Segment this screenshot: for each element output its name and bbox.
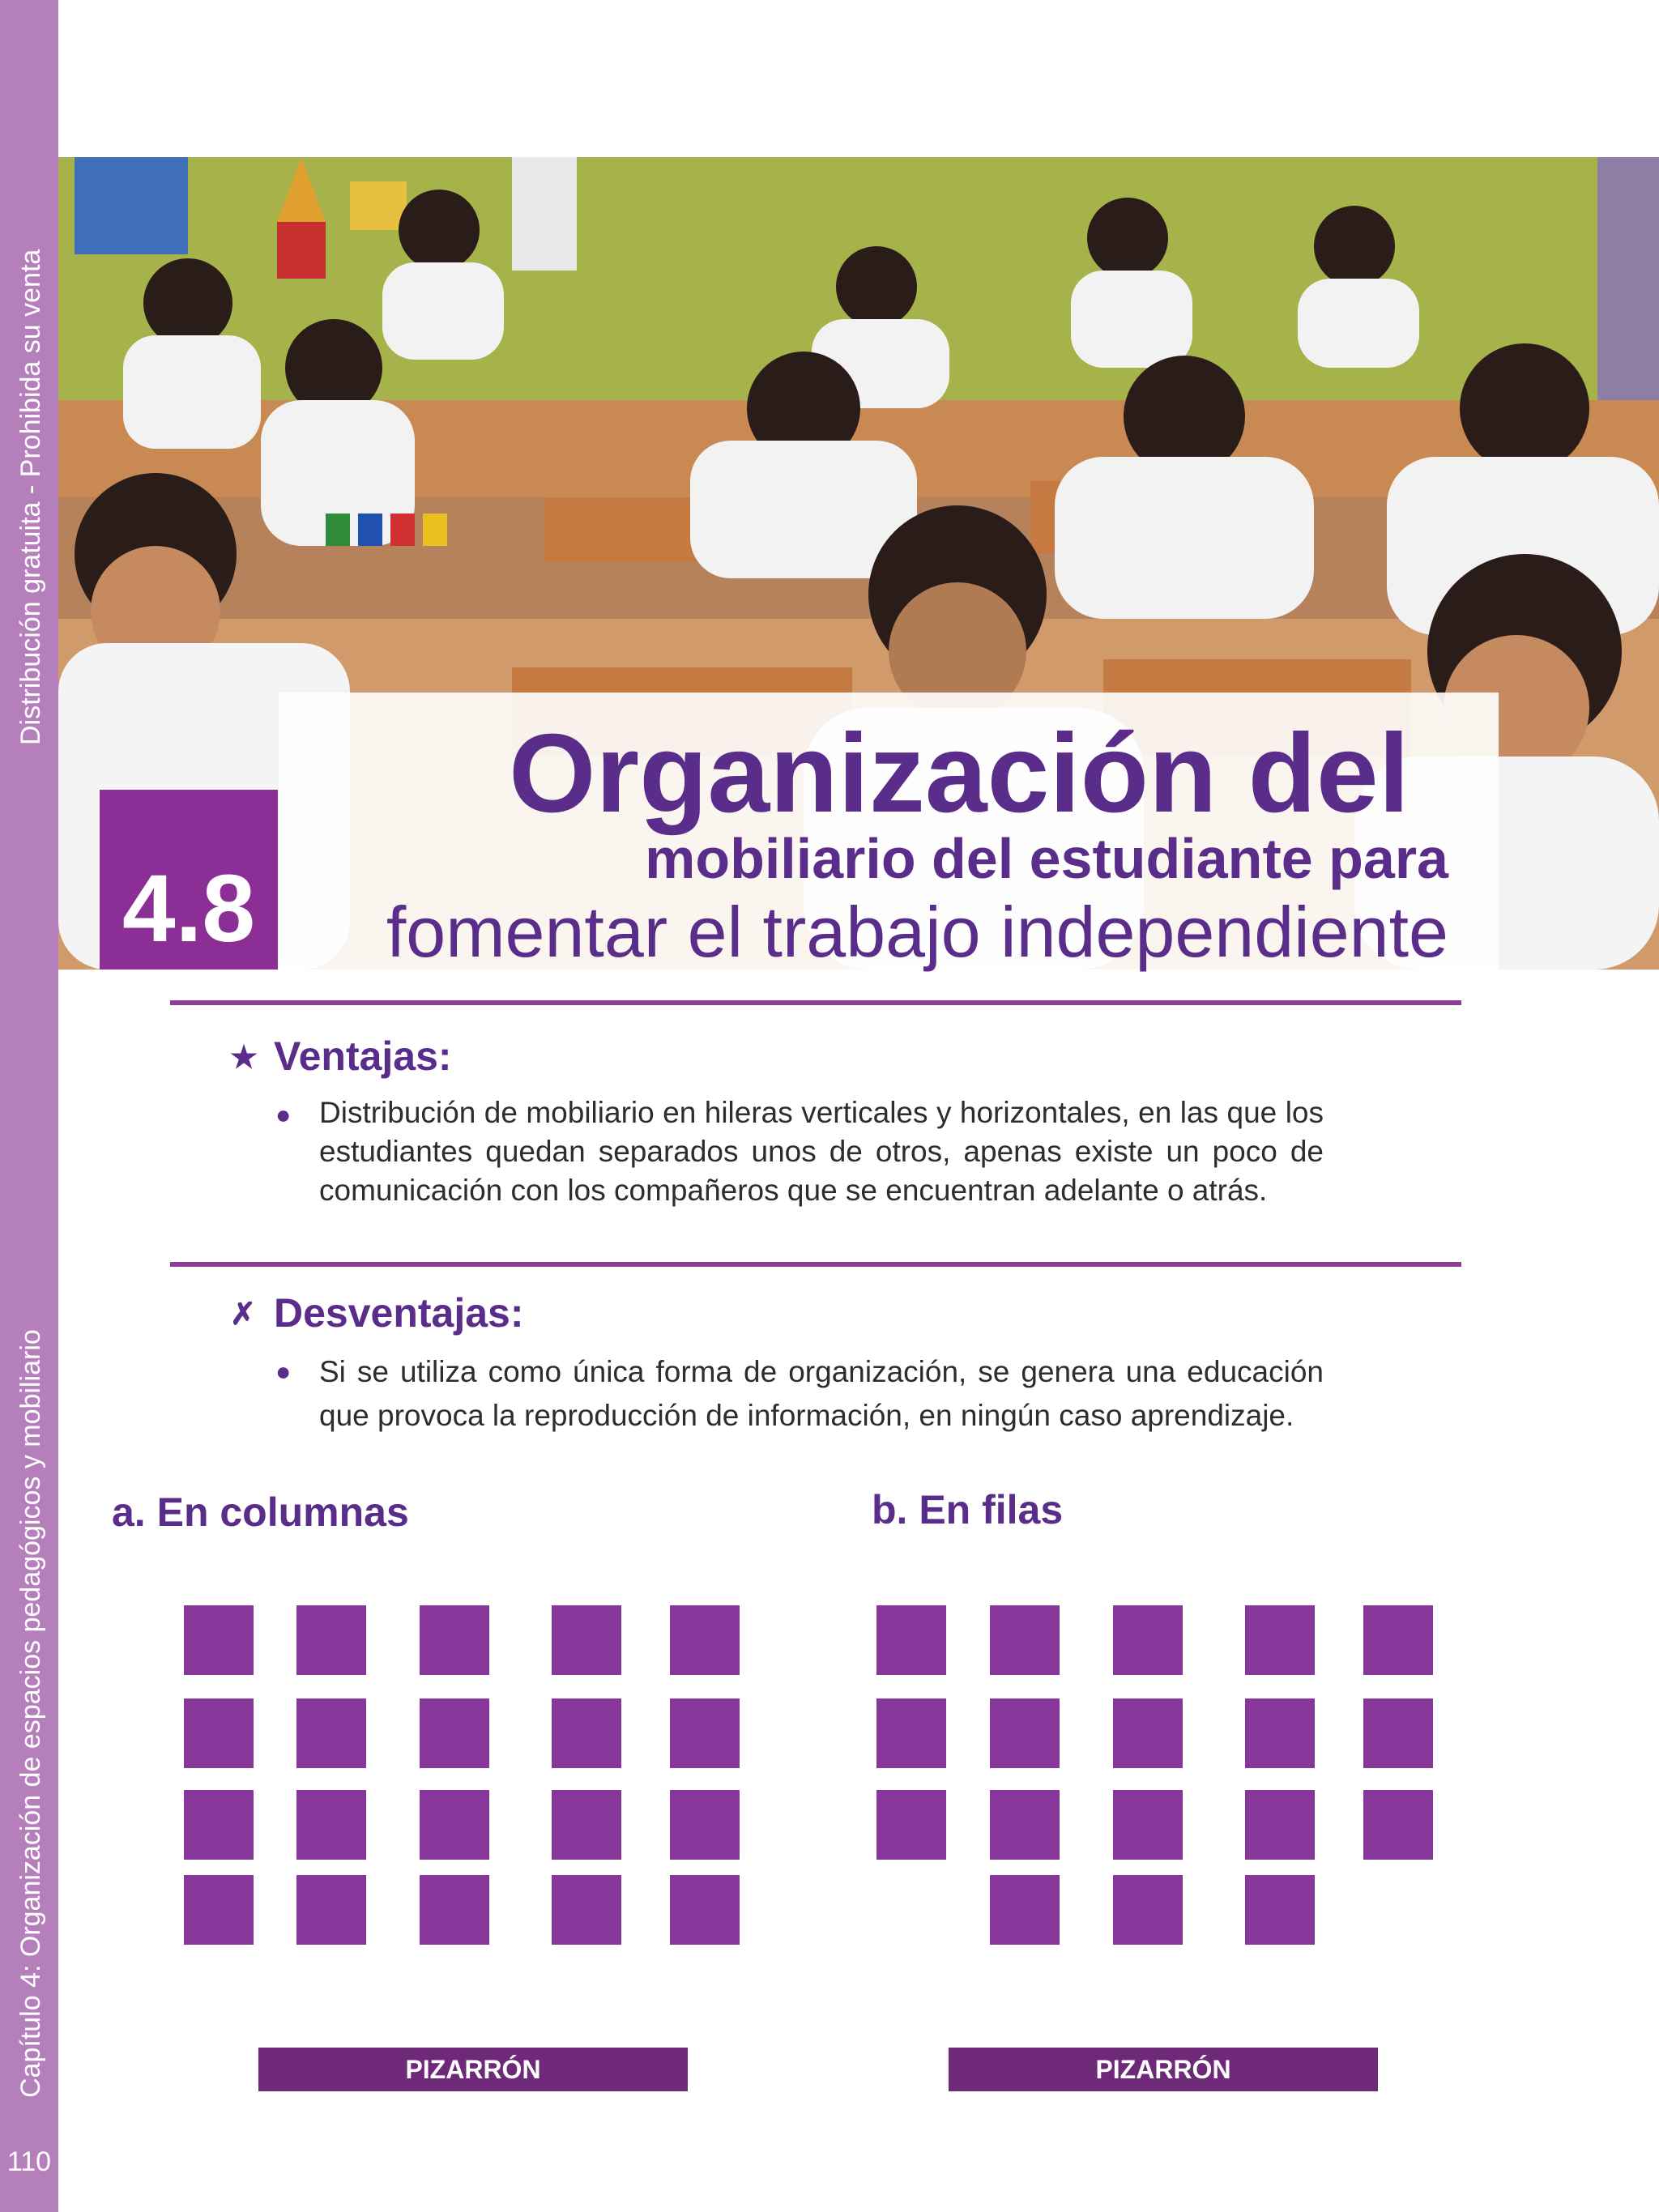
desk-square <box>420 1875 489 1945</box>
desk-square <box>552 1605 621 1675</box>
board-rows: PIZARRÓN <box>949 2048 1378 2091</box>
sidebar-chapter-text: Capítulo 4: Organización de espacios pedagógicos y mobiliario <box>15 1329 46 2098</box>
desk-square <box>1245 1790 1315 1860</box>
page-subtitle-line1: mobiliario del estudiante para <box>645 827 1448 890</box>
desk-square <box>1245 1605 1315 1675</box>
desk-square <box>1363 1790 1433 1860</box>
desk-square <box>184 1875 254 1945</box>
desk-square <box>1113 1605 1183 1675</box>
desk-square <box>876 1698 946 1768</box>
page-subtitle-line2: fomentar el trabajo independiente <box>386 892 1448 972</box>
advantages-heading: Ventajas: <box>274 1034 452 1079</box>
layout-columns-title: a. En columnas <box>112 1490 409 1535</box>
desk-square <box>296 1605 366 1675</box>
advantages-item: Distribución de mobiliario en hileras verticales y horizontales, en las que los estudiantes quedan separados unos de otros, apenas existe un poco de comunicación con los compañeros que se encuentran adelante o atrás. <box>319 1096 1324 1207</box>
disadvantages-heading: Desventajas: <box>274 1290 524 1336</box>
desk-square <box>420 1790 489 1860</box>
desk-square <box>296 1698 366 1768</box>
desk-square <box>1113 1790 1183 1860</box>
desk-square <box>670 1790 740 1860</box>
desk-square <box>990 1605 1060 1675</box>
star-icon: ★ <box>230 1041 258 1075</box>
section-number: 4.8 <box>122 855 256 962</box>
cross-icon: ✗ <box>230 1298 256 1332</box>
desk-square <box>184 1790 254 1860</box>
desk-square <box>184 1698 254 1768</box>
desk-square <box>876 1605 946 1675</box>
disadvantages-item: Si se utiliza como única forma de organización, se genera una educación que provoca la reproducción de información, en ningún caso aprendizaje. <box>319 1355 1324 1432</box>
bullet-icon: ● <box>275 1100 292 1129</box>
desk-square <box>670 1698 740 1768</box>
desk-square <box>670 1605 740 1675</box>
desk-square <box>184 1605 254 1675</box>
desk-square <box>1363 1605 1433 1675</box>
desk-square <box>1245 1698 1315 1768</box>
desk-square <box>552 1698 621 1768</box>
desk-square <box>420 1605 489 1675</box>
desk-square <box>990 1698 1060 1768</box>
desk-square <box>1245 1875 1315 1945</box>
desk-square <box>990 1790 1060 1860</box>
desk-square <box>1113 1875 1183 1945</box>
page-title: Organización del <box>509 711 1410 836</box>
desk-square <box>990 1875 1060 1945</box>
desk-square <box>552 1875 621 1945</box>
desk-square <box>420 1698 489 1768</box>
bullet-icon: ● <box>275 1357 292 1386</box>
desk-square <box>1363 1698 1433 1768</box>
page-number: 110 <box>6 2146 52 2177</box>
desk-square <box>1113 1698 1183 1768</box>
sidebar-distribution-text: Distribución gratuita - Prohibida su venta <box>15 249 46 745</box>
layout-rows-title: b. En filas <box>872 1487 1064 1532</box>
desk-square <box>296 1790 366 1860</box>
desk-square <box>552 1790 621 1860</box>
desk-square <box>670 1875 740 1945</box>
board-columns: PIZARRÓN <box>258 2048 688 2091</box>
desk-square <box>876 1790 946 1860</box>
desk-square <box>296 1875 366 1945</box>
